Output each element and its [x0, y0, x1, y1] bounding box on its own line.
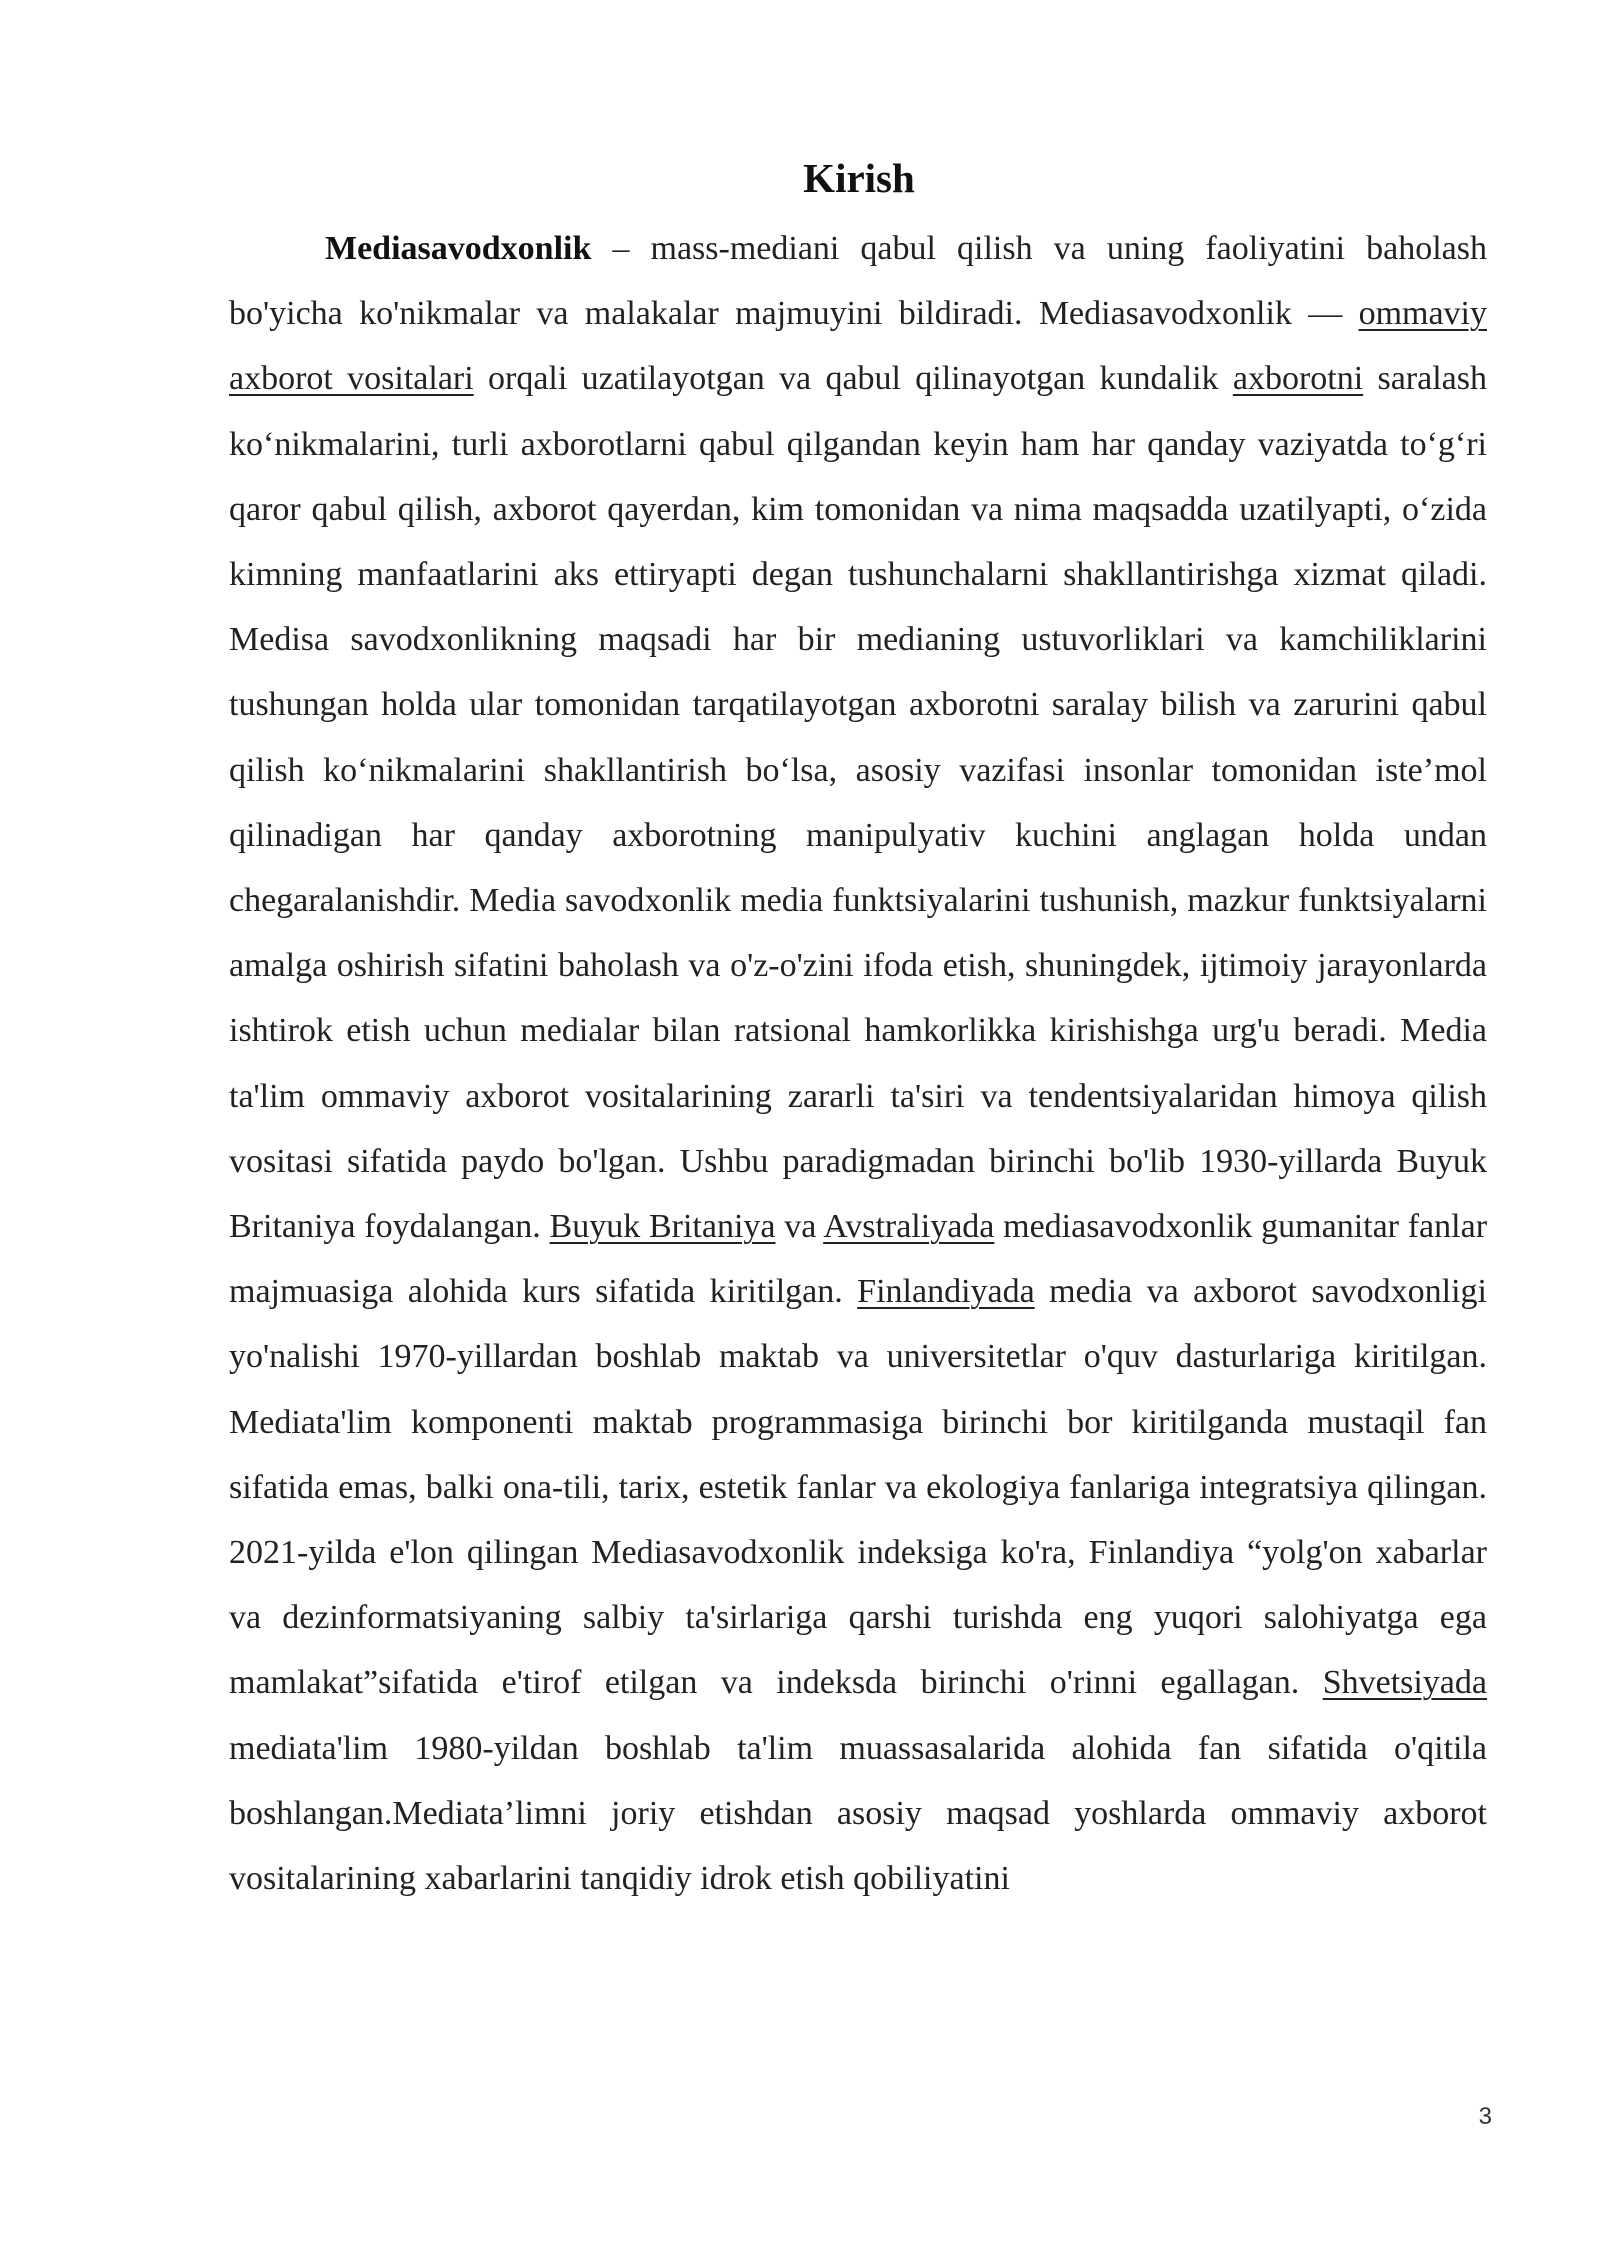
- link-ommaviy-axborot-vositalari[interactable]: ommaviy axborot vositalari: [229, 295, 1487, 398]
- defined-term: Mediasavodxonlik: [325, 230, 592, 267]
- link-axborotni[interactable]: axborotni: [1232, 360, 1364, 398]
- paragraph-text: media va axborot savodxonligi yo'nalishi 1970-yillardan boshlab maktab va universitetlar o'quv dasturlariga kiritilgan. Mediata'lim komponenti maktab programmasiga birinchi bor kiritilganda mustaqil fan sifatida emas, balki ona-tili, tarix, estetik fanlar va ekologiya fanlariga integratsiya qilingan. 2021-yilda e'lon qilingan Mediasavodxonlik indeksiga ko'ra, Finlandiya “yolg'on xabarlar va dezinformatsiyaning salbiy ta'sirlariga qarshi turishda eng yuqori salohiyatga ega mamlakat”sifatida e'tirof etilgan va indeksda birinchi o'rinni egallagan.: [229, 1273, 1488, 1702]
- link-avstraliyada[interactable]: Avstraliyada: [823, 1208, 995, 1246]
- paragraph-text: mediata'lim 1980-yildan boshlab ta'lim muassasalarida alohida fan sifatida o'qitila boshlangan.Mediata’limni joriy etishdan asosiy maqsad yoshlarda ommaviy axborot vositalarining xabarlarini tanqidiy idrok etish qobiliyatini: [229, 1729, 1487, 1898]
- link-finlandiyada[interactable]: Finlandiyada: [857, 1273, 1035, 1311]
- body-paragraph: [229, 216, 1487, 1911]
- paragraph-text: saralash ko‘nikmalarini, turli axborotlarni qabul qilgandan keyin ham har qanday vaziyatda to‘g‘ri qaror qabul qilish, axborot qayerdan, kim tomonidan va nima maqsadda uzatilyapti, o‘zida kimning manfaatlarini aks ettiryapti degan tushunchalarni shakllantirishga xizmat qiladi. Medisa savodxonlikning maqsadi har bir medianing ustuvorliklari va kamchiliklarini tushungan holda ular tomonidan tarqatilayotgan axborotni saralay bilish va zarurini qabul qilish ko‘nikmalarini shakllantirish bo‘lsa, asosiy vazifasi insonlar tomonidan iste’mol qilinadigan har qanday axborotning manipulyativ kuchini anglagan holda undan chegaralanishdir. Media savodxonlik media funktsiyalarini tushunish, mazkur funktsiyalarni amalga oshirish sifatini baholash va o'z-o'zini ifoda etish, shuningdek, ijtimoiy jarayonlarda ishtirok etish uchun medialar bilan ratsional hamkorlikka kirishishga urg'u beradi. Media ta'lim ommaviy axborot vositalarining zararli ta'siri va tendentsiyalaridan himoya qilish vositasi sifatida paydo bo'lgan. Ushbu paradigmadan birinchi bo'lib 1930-yillarda Buyuk Britaniya foydalangan.: [229, 360, 1487, 1246]
- paragraph-text: va: [775, 1208, 824, 1246]
- page-number: 3: [1478, 2103, 1492, 2130]
- paragraph-text: orqali uzatilayotgan va qabul qilinayotgan kundalik: [473, 360, 1233, 398]
- paragraph-text: – mass-mediani qabul qilish va uning faoliyatini baholash bo'yicha ko'nikmalar va malakalar majmuyini bildiradi. Mediasavodxonlik —: [229, 230, 1487, 333]
- page-title: Kirish: [803, 155, 915, 201]
- link-buyuk-britaniya[interactable]: Buyuk Britaniya: [549, 1208, 776, 1246]
- link-shvetsiyada[interactable]: Shvetsiyada: [1322, 1664, 1487, 1702]
- document-body: [229, 216, 1487, 1911]
- paragraph-text: mediasavodxonlik gumanitar fanlar majmuasiga alohida kurs sifatida kiritilgan.: [229, 1208, 1488, 1311]
